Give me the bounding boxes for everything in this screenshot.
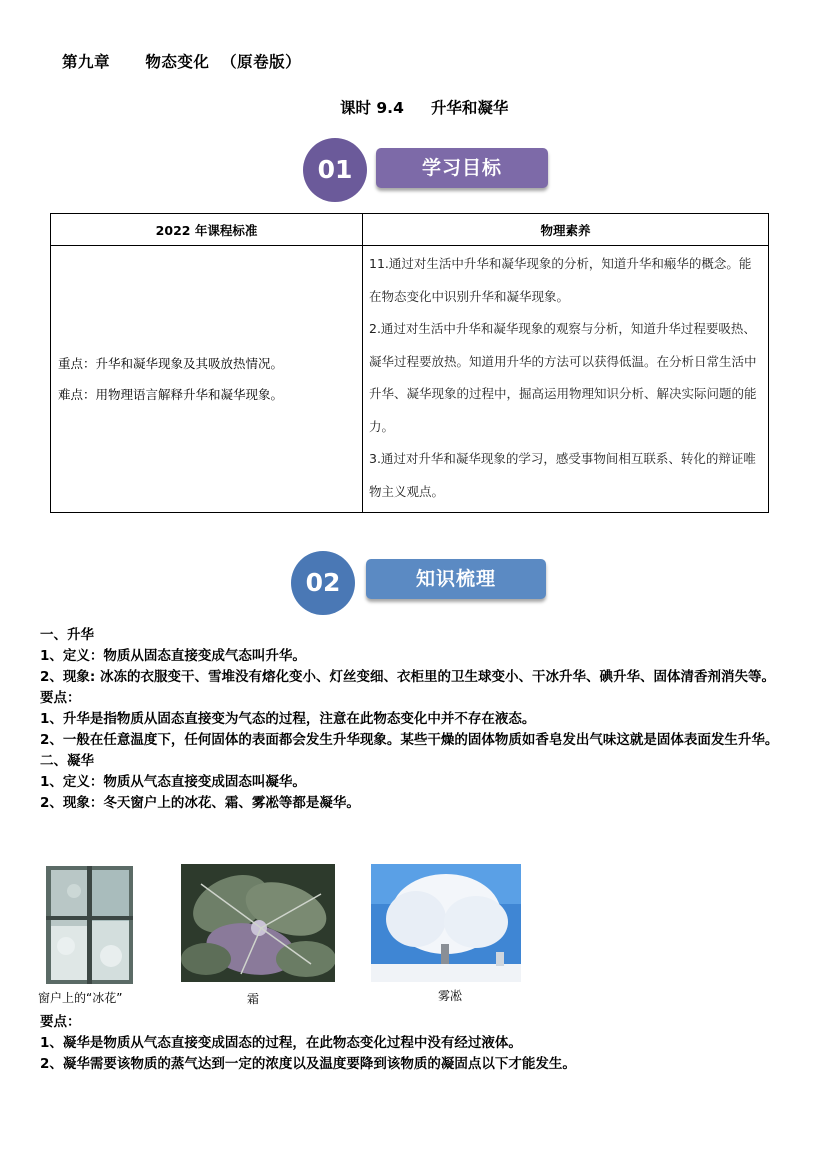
section-banner-knowledge: [288, 548, 553, 618]
literacy-item: 3.通过对升华和凝华现象的学习，感受事物间相互联系、转化的辩证唯物主义观点。: [369, 451, 756, 499]
lesson-title: 课时 9.4 升华和凝华: [340, 99, 509, 117]
paragraph: 要点：: [40, 690, 81, 706]
difficult-point: 难点：用物理语言解释升华和凝华现象。: [58, 387, 284, 402]
literacy-cell: [363, 246, 769, 513]
table-header-literacy: 物理素养: [363, 214, 769, 246]
literacy-item: 2.通过对生活中升华和凝华现象的观察与分析，知道升华过程要吸热、凝华过程要放热。知道用升华的方法可以获得低温。在分析日常生活中升华、凝华现象的过程中，掘高运用物理知识分析、解决实际问题的能力。: [369, 321, 757, 434]
frost-leaves-photo: [181, 864, 335, 982]
paragraph: 2、凝华需要该物质的蒸气达到一定的浓度以及温度要降到该物质的凝固点以下才能发生。: [40, 1056, 576, 1072]
deposition-notes: [40, 1012, 800, 1075]
paragraph: 1、升华是指物质从固态直接变为气态的过程，注意在此物态变化中并不存在液态。: [40, 711, 536, 727]
paragraph: 1、定义：物质从固态直接变成气态叫升华。: [40, 648, 306, 664]
paragraph: 1、定义：物质从气态直接变成固态叫凝华。: [40, 774, 306, 790]
paragraph: 2、一般在任意温度下，任何固体的表面都会发生升华现象。某些干燥的固体物质如香皂发出气味这就是固体表面发生升华。: [40, 732, 779, 748]
caption-rime: 雾凇: [438, 989, 463, 1003]
chapter-title: 第九章 物态变化 （原卷版）: [62, 53, 302, 71]
curriculum-table: [50, 213, 769, 513]
notes-heading: 要点：: [40, 1014, 81, 1030]
section-title-pill: 知识梳理: [366, 559, 546, 599]
caption-window-frost: 窗户上的“冰花”: [38, 991, 123, 1005]
knowledge-content: [40, 625, 800, 814]
section-number-badge: 01: [303, 138, 367, 202]
section-number-badge: 02: [291, 551, 355, 615]
table-header-standard: 2022 年课程标准: [51, 214, 363, 246]
table-row: [51, 246, 769, 513]
standard-cell: [51, 246, 363, 513]
heading-sublimation: 一、升华: [40, 627, 94, 643]
window-frost-photo: [46, 866, 133, 984]
paragraph: 2、现象：冬天窗户上的冰花、霜、雾凇等都是凝华。: [40, 795, 360, 811]
rime-tree-photo: [371, 864, 521, 982]
caption-frost: 霜: [247, 992, 260, 1006]
section-banner-objectives: [300, 135, 555, 205]
key-point: 重点：升华和凝华现象及其吸放热情况。: [58, 356, 284, 371]
paragraph: 2、现象: 冰冻的衣服变干、雪堆没有熔化变小、灯丝变细、衣柜里的卫生球变小、干冰升华、碘升华、固体清香剂消失等。: [40, 669, 775, 685]
literacy-item: 11.通过对生活中升华和凝华现象的分析，知道升华和瘢华的概念。能在物态变化中识别升华和凝华现象。: [369, 256, 752, 304]
table-header-row: [51, 214, 769, 246]
heading-deposition: 二、凝华: [40, 753, 94, 769]
section-title-pill: 学习目标: [376, 148, 548, 188]
paragraph: 1、凝华是物质从气态直接变成固态的过程，在此物态变化过程中没有经过液体。: [40, 1035, 522, 1051]
